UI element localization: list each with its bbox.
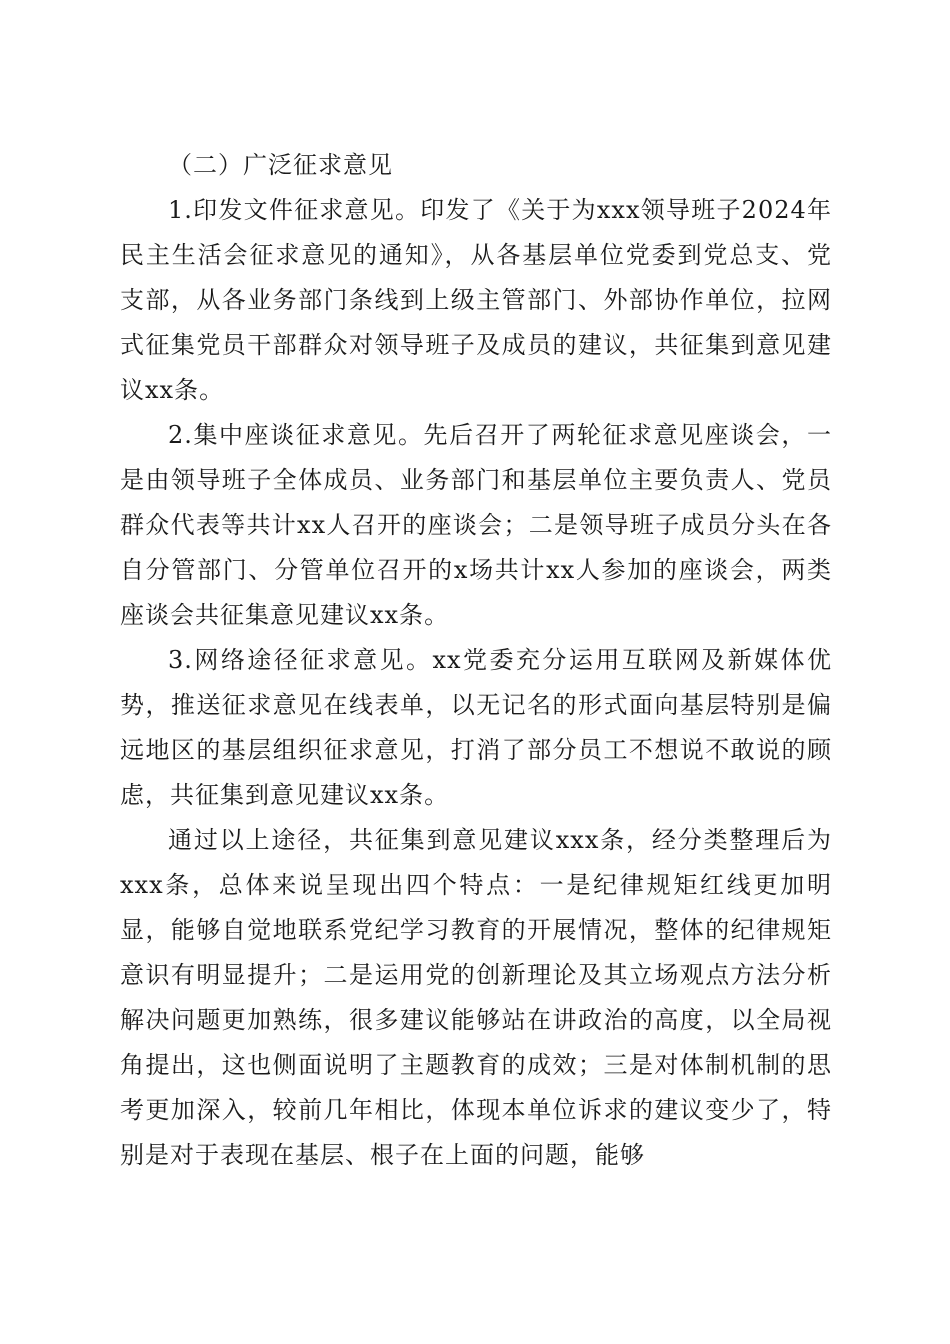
section-heading: （二）广泛征求意见 [168, 151, 393, 179]
document-body [120, 143, 832, 1178]
paragraph-2: 2.集中座谈征求意见。先后召开了两轮征求意见座谈会，一是由领导班子全体成员、业务部门和基层单位主要负责人、党员群众代表等共计xx人召开的座谈会；二是领导班子成员分头在各自分管部门、分管单位召开的x场共计xx人参加的座谈会，两类座谈会共征集意见建议xx条。 [120, 421, 832, 629]
paragraph-4: 通过以上途径，共征集到意见建议xxx条，经分类整理后为xxx条，总体来说呈现出四个特点：一是纪律规矩红线更加明显，能够自觉地联系党纪学习教育的开展情况，整体的纪律规矩意识有明显提升；二是运用党的创新理论及其立场观点方法分析解决问题更加熟练，很多建议能够站在讲政治的高度，以全局视角提出，这也侧面说明了主题教育的成效；三是对体制机制的思考更加深入，较前几年相比，体现本单位诉求的建议变少了，特别是对于表现在基层、根子在上面的问题，能够 [120, 826, 832, 1169]
paragraph-3: 3.网络途径征求意见。xx党委充分运用互联网及新媒体优势，推送征求意见在线表单，以无记名的形式面向基层特别是偏远地区的基层组织征求意见，打消了部分员工不想说不敢说的顾虑，共征集到意见建议xx条。 [120, 646, 832, 809]
paragraph-1: 1.印发文件征求意见。印发了《关于为xxx领导班子2024年民主生活会征求意见的通知》，从各基层单位党委到党总支、党支部，从各业务部门条线到上级主管部门、外部协作单位，拉网式征集党员干部群众对领导班子及成员的建议，共征集到意见建议xx条。 [120, 196, 832, 404]
